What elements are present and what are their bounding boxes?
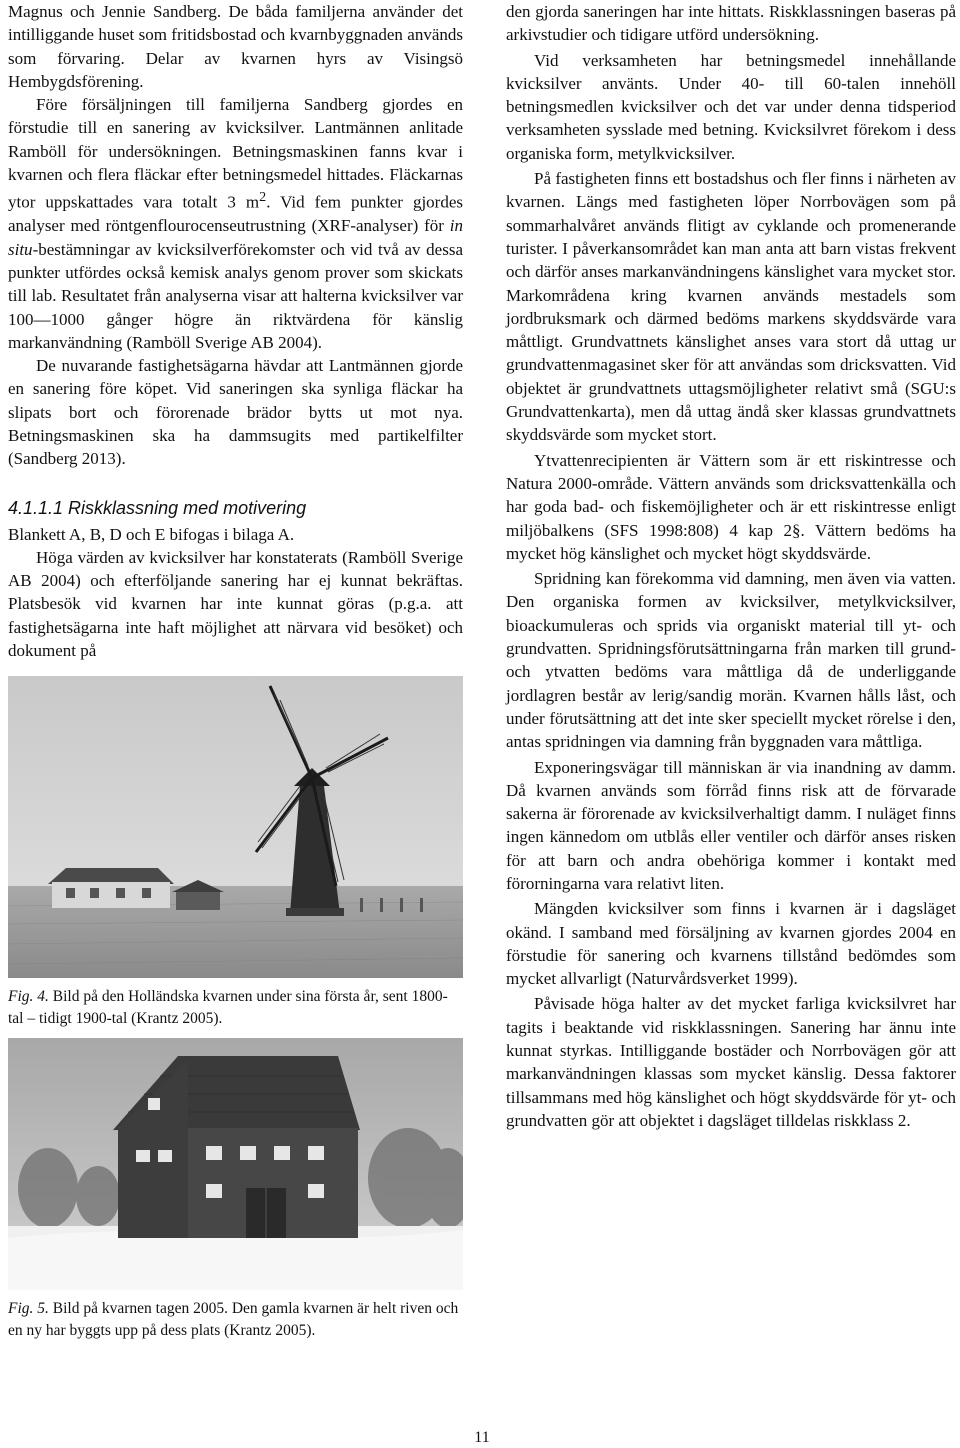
section-heading: 4.1.1.1 Riskklassning med motivering (8, 497, 307, 518)
paragraph: Ytvattenrecipienten är Vättern som är ett riskintresse och Natura 2000-område. Vättern används som dricksvattenkälla och har goda bad- och fiskemöjligheter och är ett riskintresse enligt miljöbalkens (SFS 1998:808) 4 kap 2§. Vättern bedöms ha mycket hög känslighet och mycket högt skyddsvärde. (506, 450, 956, 563)
left-column (8, 0, 463, 1342)
paragraph: Vid verksamheten har betningsmedel innehållande kvicksilver använts. Under 40- till 60-talen innehöll betningsmedlen kvicksilver och det var under denna tidsperiod verksamheten sysslade med betning. Kvicksilvret förekom i dess organiska form, metylkvicksilver. (506, 50, 956, 163)
page-number: 11 (474, 1429, 490, 1446)
windmill-photo (8, 676, 463, 978)
paragraph: Mängden kvicksilver som finns i kvarnen är i dagsläget okänd. I samband med försäljning av kvarnen gjordes 2004 en förstudie för sanering och kvarnens tillstånd bedömdes som mycket allvarligt (Naturvårdsverket 1999). (506, 899, 956, 989)
mill-building-photo (8, 1038, 463, 1290)
windmill-illustration (8, 676, 463, 978)
paragraph: Blankett A, B, D och E bifogas i bilaga A. (8, 524, 295, 544)
paragraph: Exponeringsvägar till människan är via inandning av damm. Då kvarnen används som förråd finns risk att de förvarade sakerna är förorenade av kvicksilverhaltigt damm. I nuläget finns ingen kännedom om utblås eller ventiler och därför anses risken för att barn och andra obehöriga kommer i kontakt med förorningarna vara relativt liten. (506, 757, 956, 893)
paragraph: Spridning kan förekomma vid damning, men även via vatten. Den organiska formen av kvicksilver, metylkvicksilver, bioackumuleras och sprids via organiskt material till yt- och grundvatten. Spridningsförutsättningarna från marken till grund- och ytvatten bedöms vara måttliga då de underliggande jordlagren består av lerig/sandig morän. Kvarnen hålls låst, och under förutsättning att det inte sker speciellt mycket rörelse i den, antas spridningen via damning från byggnaden vara måttliga. (506, 569, 956, 752)
right-column (506, 0, 956, 1132)
mill-building-illustration (8, 1038, 463, 1290)
paragraph: Höga värden av kvicksilver har konstaterats (Ramböll Sverige AB 2004) och efterföljande sanering har ej kunnat bekräftas. Platsbesök vid kvarnen har inte kunnat göras (p.g.a. att fastighetsägarna inte haft möjlighet att närvara vid besöket) och dokument på (8, 547, 463, 661)
figure-caption: Fig. 5. Bild på kvarnen tagen 2005. Den gamla kvarnen är helt riven och en ny har byggts upp på dess plats (Krantz 2005). (8, 1300, 459, 1340)
paragraph: De nuvarande fastighetsägarna hävdar att Lantmännen gjorde en sanering före köpet. Vid saneringen ska synliga fläckar ha slipats bort och förorenade brädor bytts ut mot nya. Betningsmaskinen ska ha dammsugits med partikelfilter (Sandberg 2013). (8, 356, 463, 469)
paragraph: Påvisade höga halter av det mycket farliga kvicksilvret har tagits i beaktande vid riskklassningen. Sanering har ännu inte kunnat styrkas. Intilliggande bostäder och Norrbovägen gör att markanvändningen klassas som mycket känslig. Dessa faktorer tillsammans med hög känslighet och högt skyddsvärde för yt- och grundvatten gör att objektet i dagsläget tilldelas riskklass 2. (506, 994, 956, 1130)
figure-caption: Fig. 4. Bild på den Holländska kvarnen under sina första år, sent 1800-tal – tidigt 1900-tal (Krantz 2005). (8, 988, 448, 1028)
paragraph-mercury-study: Före försäljningen till familjerna Sandberg gjordes en förstudie till en sanering av kvicksilver. Lantmännen anlitade Ramböll för undersökningen. Betningsmaskinen fanns kvar i kvarnen och flera fläckar efter betningsmedel hittades. Fläckarnas ytor uppskattades vara totalt 3 $m^2$. Vid fem punkter gjordes analyser med röntgenflourocenseutrustning (XRF-analyser) för in situ-bestämningar av kvicksilverförekomster och vid två av dessa punkter utfördes också kemisk analys genom prover som skickats till lab. Resultatet från analyserna visar att halterna kvicksilver var 100—1000 gånger högre än riktvärdena för känslig markanvändning (Ramböll Sverige AB 2004). (8, 95, 464, 352)
paragraph: den gjorda saneringen har inte hittats. Riskklassningen baseras på arkivstudier och tidigare utförd undersökning. (506, 2, 956, 45)
paragraph: Magnus och Jennie Sandberg. De båda familjerna använder det intilliggande huset som fritidsbostad och kvarnbyggnaden används som förvaring. Delar av kvarnen hyrs av Visingsö Hembygdsförening. (8, 2, 463, 91)
paragraph: På fastigheten finns ett bostadshus och fler finns i närheten av kvarnen. Längs med fastigheten löper Norrbovägen som på sommarhalvåret används flitigt av cyklande och promenerande turister. I påverkansområdet kan man anta att barn vistas frekvent och därför anses markanvändningens känslighet vara mycket stor. Markområdena kring kvarnen används mestadels som jordbruksmark och därmed bedöms markens skyddsvärde vara måttligt. Grundvattnets känslighet anses vara stort då uttag ur grundvattenmagasinet sker för att användas som dricksvatten. Vid objektet är grundvattnets uttagsmöjligheter relativt små (SGU:s Grundvattenkarta), men då uttag ändå sker klassas grundvattnets skyddsvärde som mycket stort. (506, 169, 956, 445)
